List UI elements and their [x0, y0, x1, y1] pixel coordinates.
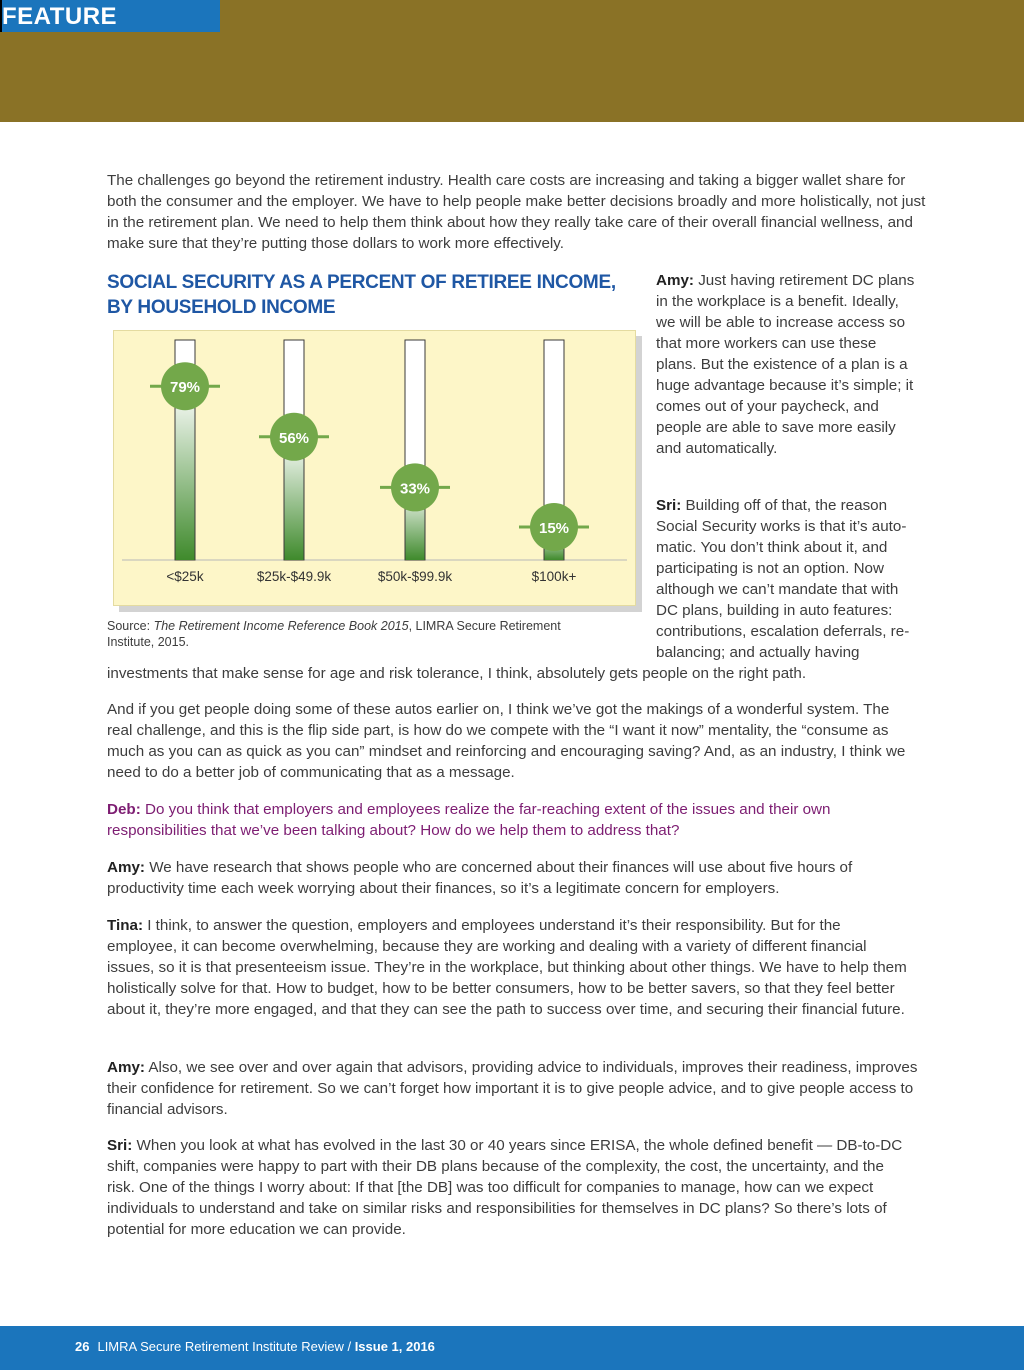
- speaker-label: Deb:: [107, 801, 141, 818]
- body-paragraph-amy-1: [107, 857, 917, 899]
- speaker-label: Sri:: [656, 497, 682, 514]
- paragraph-text: Also, we see over and over again that advisors, providing advice to individuals, improves their readiness, improves their confidence for retirement. So we can’t forget how important it is to give people advice, and to give people access to financial advisors.: [107, 1059, 918, 1118]
- source-title: The Retirement Income Reference Book 2015: [153, 619, 409, 633]
- paragraph-text: We have research that shows people who are concerned about their finances will use about five hours of productivity time each week worrying about their finances, so it’s a legitimate concern for employers.: [107, 859, 853, 897]
- body-paragraph-sri: [107, 1135, 907, 1240]
- paragraph-text: Just having retirement DC plans in the workplace is a benefit. Ideally, we will be able to increase access so that more workers can use these plans. But the existence of a plan is a huge advantage because it’s simple; it comes out of your paycheck, and people are able to save more easily and automatically.: [656, 272, 915, 457]
- speaker-label: Amy:: [656, 272, 694, 289]
- body-question-deb: [107, 799, 907, 841]
- source-prefix: Source:: [107, 619, 154, 633]
- paragraph-text: When you look at what has evolved in the last 30 or 40 years since ERISA, the whole defined benefit — DB-to-DC shift, companies were happy to part with their DB plans because of the complexity, the cost, the uncertainty, and the risk. One of the things I worry about: If that [the DB] was too difficult for companies to manage, how can we expect individuals to understand and take on similar risks and responsibilities for themselves in DC plans? So there’s lots of potential for more education we can provide.: [107, 1137, 903, 1238]
- bar-chart: [114, 331, 635, 605]
- right-paragraph-sri: [656, 495, 924, 663]
- speaker-label: Amy:: [107, 1059, 145, 1076]
- intro-paragraph: The challenges go beyond the retirement industry. Health care costs are increasing and taking a bigger wallet share for both the consumer and the employer. We have to help people make better decisions broadly and more holistically, not just in the retirement plan. We need to help them think about how they really take care of their overall financial wellness, and make sure that they’re putting those dollars to work more effectively.: [107, 172, 926, 252]
- speaker-label: Amy:: [107, 859, 145, 876]
- chart-source: [107, 618, 607, 650]
- data-label: 15%: [538, 520, 570, 537]
- right-paragraph-amy: [656, 270, 921, 459]
- page-footer: [0, 1326, 1024, 1370]
- data-label: 56%: [278, 429, 310, 447]
- paragraph-text: Building off of that, the reason Social Security works is that it’s auto-matic. You don’t think about it, and participating is not an option. Now although we can’t mandate that with DC plans, building in auto features: contributions, escalation deferrals, re-balancing; and actually having: [656, 497, 910, 661]
- tag-accent: [0, 0, 2, 32]
- bar-fill: [176, 386, 195, 560]
- body-paragraph-tina: [107, 915, 907, 1020]
- section-tag-label: FEATURE: [2, 3, 118, 30]
- footer-content: [75, 1326, 435, 1368]
- body-paragraph-autos: [107, 699, 907, 783]
- paragraph-text: investments that make sense for age and risk tolerance, I think, absolutely gets people on the right path.: [107, 665, 807, 682]
- body-paragraph-continuation: [107, 663, 927, 684]
- data-label: 79%: [169, 379, 201, 397]
- body-paragraph-amy-2: [107, 1057, 927, 1120]
- paragraph-text: And if you get people doing some of these autos earlier on, I think we’ve got the makings of a wonderful system. The real challenge, and this is the flip side part, is how do we compete with the “I want it now” mentality, the “consume as much as you can as quick as you can” mindset and reinforcing and encouraging saving? And, as an industry, I think we need to do a better job of communicating that as a message.: [107, 701, 906, 781]
- paragraph-text: Do you think that employers and employees realize the far-reaching extent of the issues and their own responsibilities that we’ve been talking about? How do we help them to address that?: [107, 801, 831, 839]
- speaker-label: Sri:: [107, 1137, 133, 1154]
- category-label: $100k+: [531, 569, 577, 584]
- data-label: 33%: [399, 480, 431, 498]
- category-label: <$25k: [166, 569, 204, 584]
- section-tag: [0, 0, 220, 32]
- paragraph-text: I think, to answer the question, employers and employees understand it’s their responsibility. But for the employee, it can become overwhelming, because they are working and dealing with a variety of different financial issues, so it is that presenteeism issue. They’re in the workplace, but thinking about other things. We have to help them holistically solve for that. How to budget, how to be better consumers, how to be better savers, so that they feel better about it, they’re more engaged, and that they can see the path to success over time, and securing their financial future.: [107, 917, 907, 1018]
- page-number: 26: [75, 1339, 90, 1354]
- publication-name: LIMRA Secure Retirement Institute Review /: [97, 1339, 355, 1354]
- source-suffix: , LIMRA Secure Retirement Institute, 2015.: [107, 619, 561, 649]
- speaker-label: Tina:: [107, 917, 144, 934]
- category-label: $25k-$49.9k: [256, 569, 332, 584]
- chart-container: [113, 330, 636, 606]
- chart-title: SOCIAL SECURITY AS A PERCENT OF RETIREE INCOME, BY HOUSEHOLD INCOME: [107, 272, 616, 318]
- category-label: $50k-$99.9k: [377, 569, 453, 584]
- issue-label: Issue 1, 2016: [354, 1339, 435, 1354]
